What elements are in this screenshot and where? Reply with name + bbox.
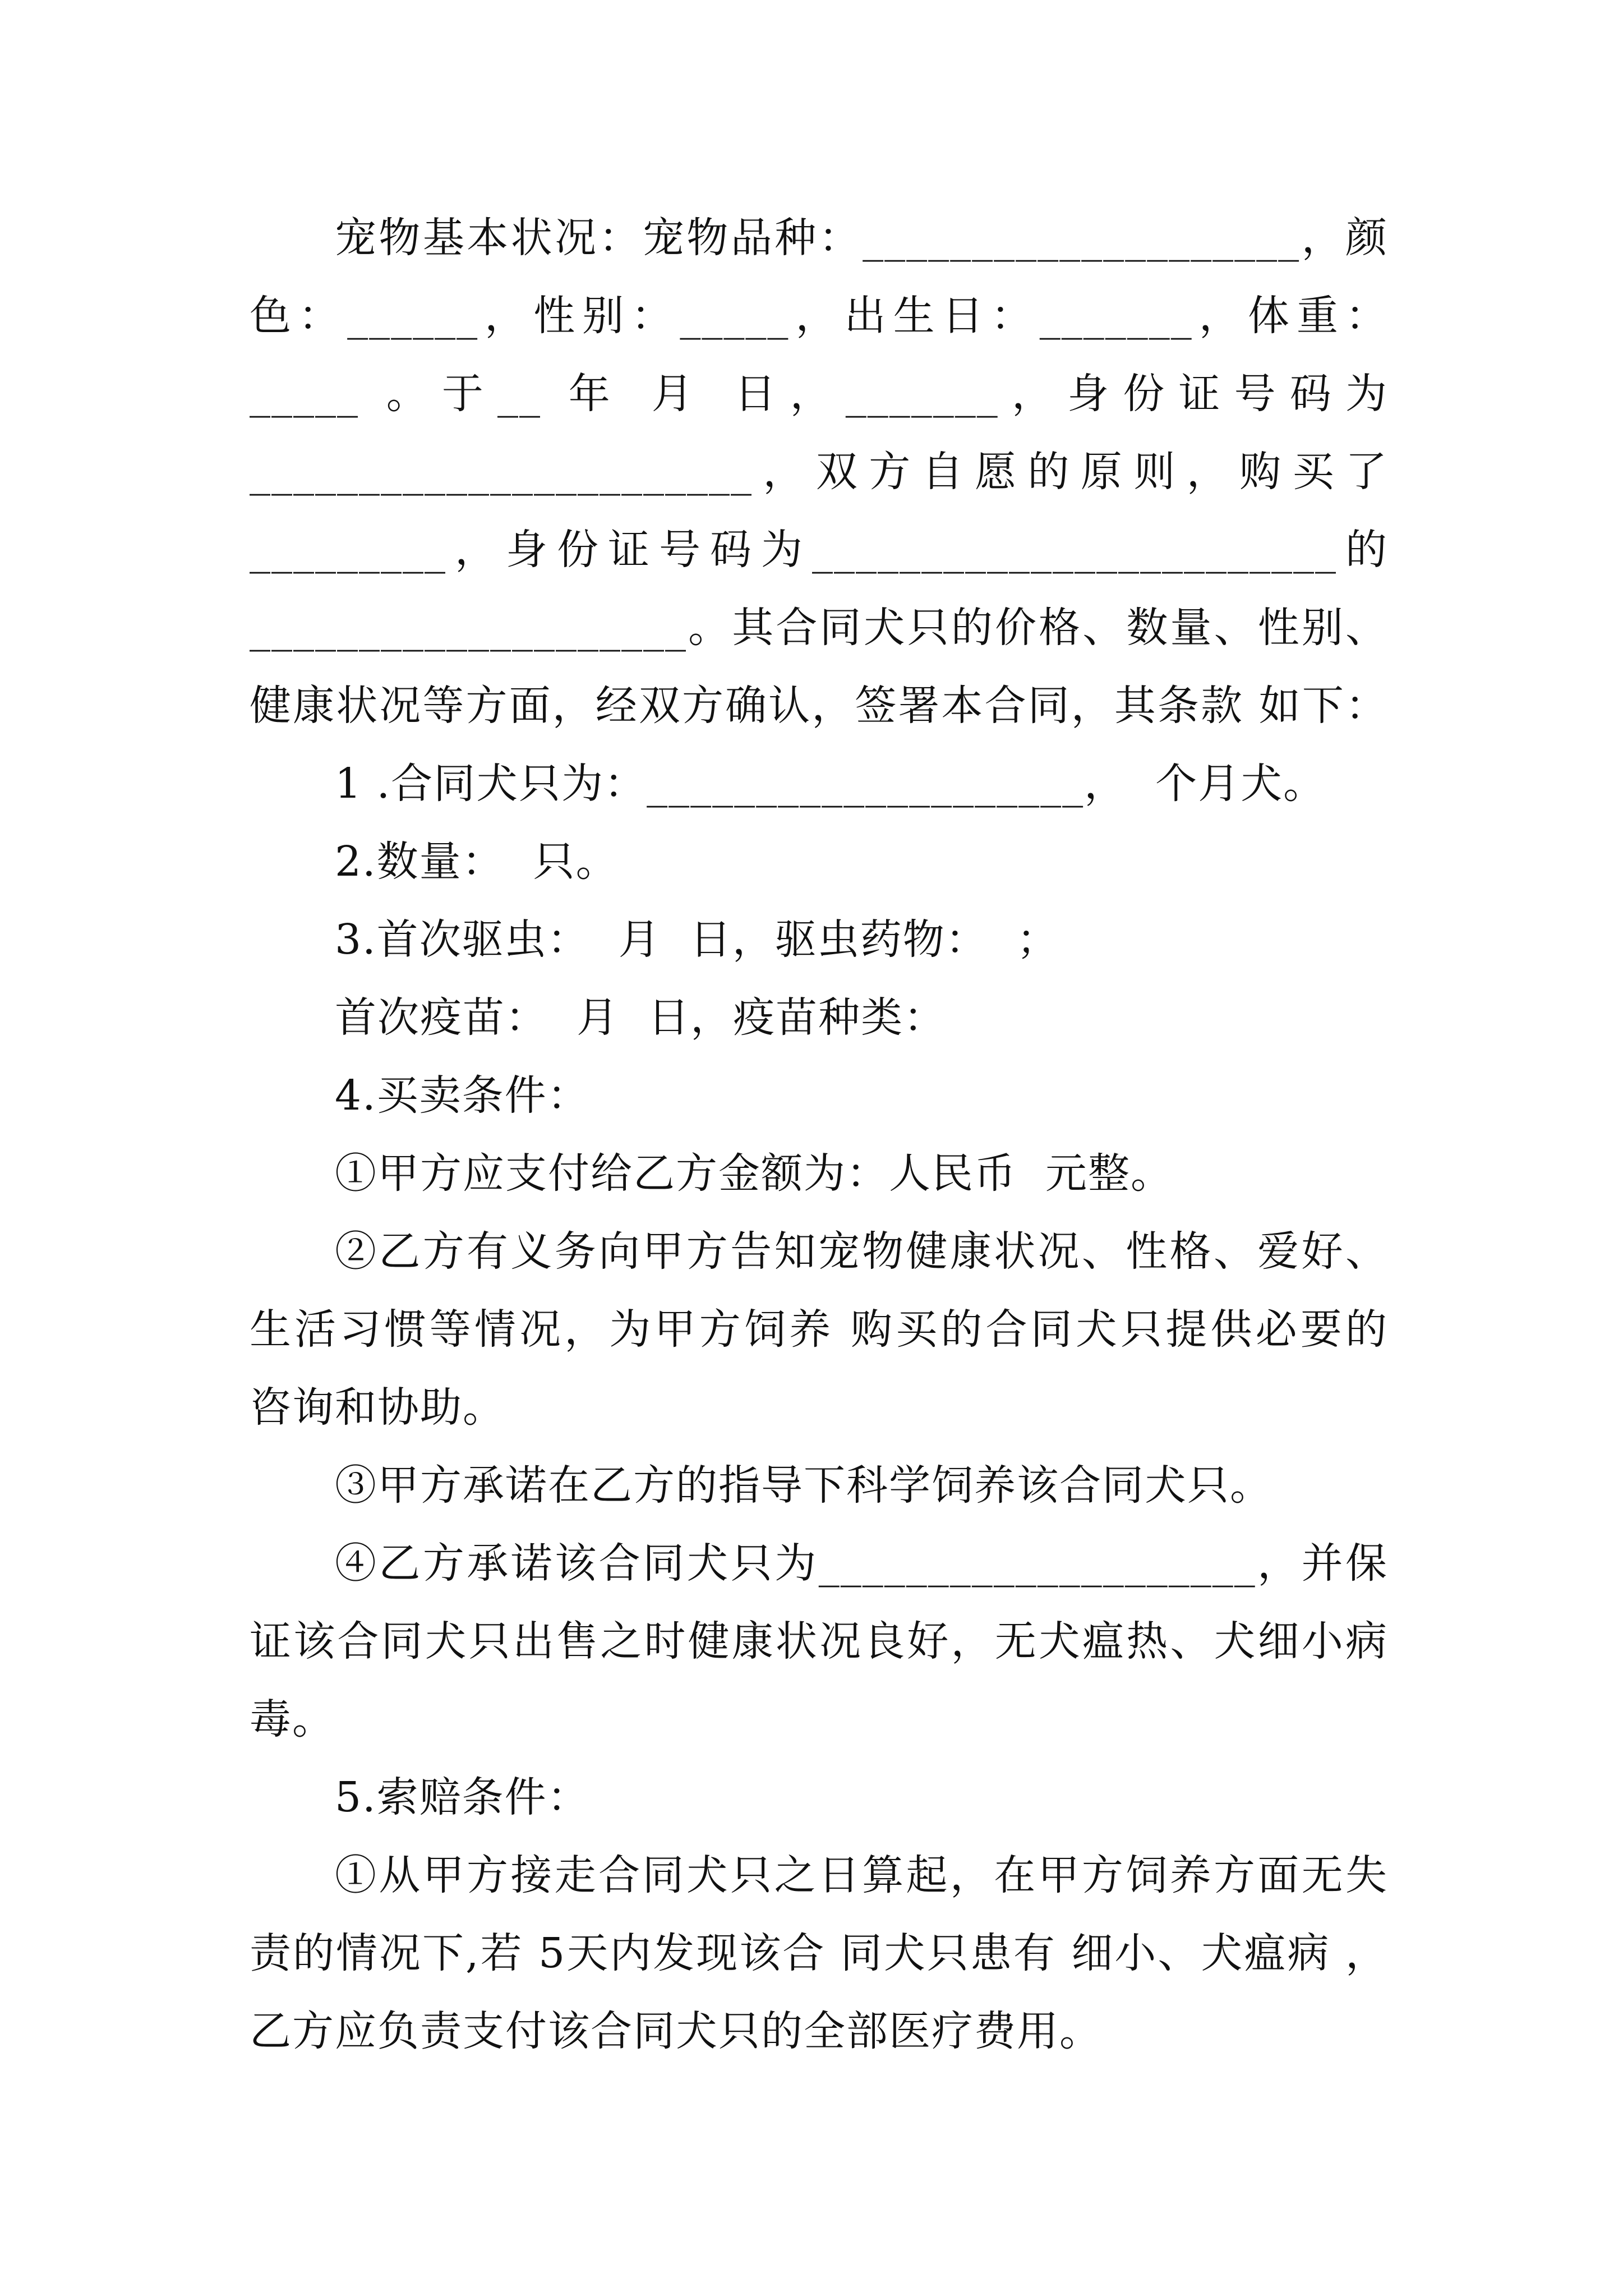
text-line: ②乙方有义务向甲方告知宠物健康状况、性格、爱好、: [335, 1227, 1388, 1276]
text-line: 4.买卖条件：: [335, 1071, 590, 1120]
text-line: 宠物基本状况：宠物品种：____________________，颜: [335, 214, 1388, 262]
text-line: 1 .合同犬只为：____________________， 个月犬。: [335, 760, 1326, 808]
text-line: 2.数量： 只。: [335, 838, 619, 886]
text-line: 首次疫苗： 月 日，疫苗种类：: [335, 993, 947, 1042]
text-line: _______________________，双方自愿的原则，购买了: [250, 448, 1388, 496]
text-line: ①从甲方接走合同犬只之日算起，在甲方饲养方面无失: [335, 1851, 1388, 1899]
text-line: 责的情况下,若 5天内发现该合 同犬只患有 细小、犬瘟病 ，: [250, 1929, 1388, 1977]
text-line: ④乙方承诺该合同犬只为____________________，并保: [335, 1539, 1388, 1588]
text-line: 健康状况等方面，经双方确认，签署本合同，其条款 如下：: [250, 682, 1388, 730]
text-line: 咨询和协助。: [250, 1383, 505, 1432]
text-line: 毒。: [250, 1695, 335, 1743]
text-line: ①甲方应支付给乙方金额为：人民币 元整。: [335, 1149, 1174, 1198]
contract-body: [250, 199, 1388, 2070]
text-line: _____ 。于__ 年 月 日，_______，身份证号码为: [250, 370, 1388, 418]
text-line: _________，身份证号码为________________________的: [250, 526, 1388, 574]
text-line: 色：______，性别：_____，出生日：_______，体重：: [250, 292, 1388, 340]
text-line: 3.首次驱虫： 月 日，驱虫药物： ；: [335, 915, 1059, 964]
text-line: 证该合同犬只出售之时健康状况良好，无犬瘟热、犬细小病: [250, 1617, 1388, 1665]
text-line: 生活习惯等情况，为甲方饲养 购买的合同犬只提供必要的: [250, 1305, 1388, 1354]
text-line: ____________________。其合同犬只的价格、数量、性别、: [250, 604, 1388, 652]
text-line: ③甲方承诺在乙方的指导下科学饲养该合同犬只。: [335, 1461, 1272, 1510]
text-line: 5.索赔条件：: [335, 1773, 590, 1821]
text-line: 乙方应负责支付该合同犬只的全部医疗费用。: [250, 2007, 1102, 2055]
